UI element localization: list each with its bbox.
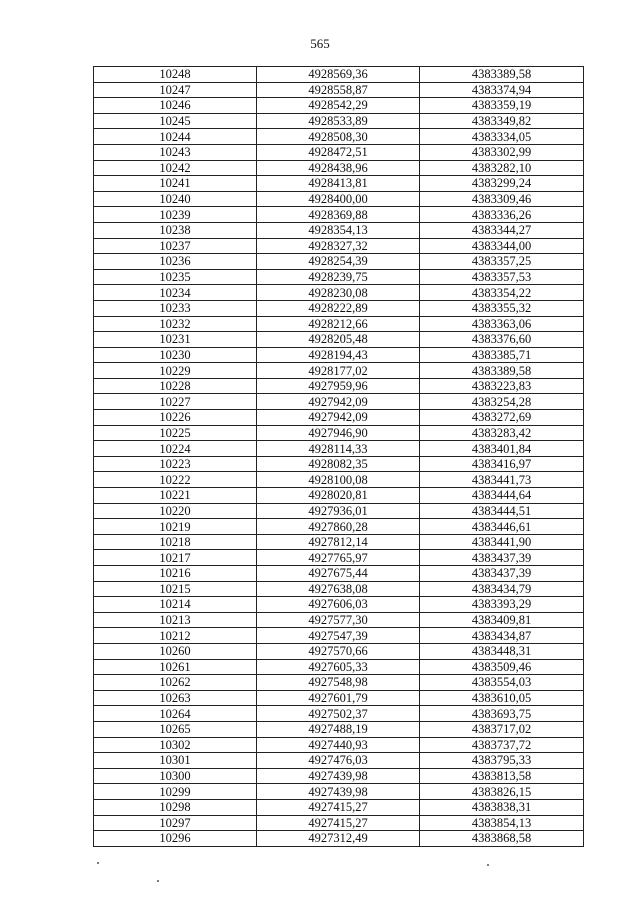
point-number-cell: 10237	[94, 238, 257, 254]
table-row	[94, 82, 584, 98]
point-number-cell: 10264	[94, 706, 257, 722]
point-number-cell: 10261	[94, 659, 257, 675]
y-coordinate-cell: 4383838,31	[420, 799, 584, 815]
point-number-cell: 10216	[94, 566, 257, 582]
x-coordinate-cell: 4928239,75	[257, 269, 420, 285]
point-number-cell: 10233	[94, 300, 257, 316]
y-coordinate-cell: 4383359,19	[420, 98, 584, 114]
point-number-cell: 10248	[94, 67, 257, 83]
y-coordinate-cell: 4383446,61	[420, 519, 584, 535]
y-coordinate-cell: 4383448,31	[420, 643, 584, 659]
table-row	[94, 67, 584, 83]
y-coordinate-cell: 4383309,46	[420, 191, 584, 207]
y-coordinate-cell: 4383357,25	[420, 254, 584, 270]
table-row	[94, 628, 584, 644]
y-coordinate-cell: 4383344,27	[420, 222, 584, 238]
y-coordinate-cell: 4383868,58	[420, 831, 584, 847]
y-coordinate-cell: 4383416,97	[420, 456, 584, 472]
y-coordinate-cell: 4383336,26	[420, 207, 584, 223]
x-coordinate-cell: 4927942,09	[257, 410, 420, 426]
x-coordinate-cell: 4928354,13	[257, 222, 420, 238]
coordinates-table	[93, 66, 584, 847]
point-number-cell: 10226	[94, 410, 257, 426]
point-number-cell: 10299	[94, 784, 257, 800]
table-row	[94, 347, 584, 363]
table-row	[94, 378, 584, 394]
table-row	[94, 534, 584, 550]
x-coordinate-cell: 4927439,98	[257, 768, 420, 784]
point-number-cell: 10297	[94, 815, 257, 831]
point-number-cell: 10215	[94, 581, 257, 597]
table-row	[94, 254, 584, 270]
table-row	[94, 612, 584, 628]
point-number-cell: 10219	[94, 519, 257, 535]
table-row	[94, 643, 584, 659]
page-number: 565	[310, 36, 330, 51]
table-row	[94, 456, 584, 472]
table-row	[94, 269, 584, 285]
y-coordinate-cell: 4383441,90	[420, 534, 584, 550]
table-row	[94, 519, 584, 535]
point-number-cell: 10217	[94, 550, 257, 566]
point-number-cell: 10241	[94, 176, 257, 192]
x-coordinate-cell: 4928020,81	[257, 488, 420, 504]
x-coordinate-cell: 4928508,30	[257, 129, 420, 145]
x-coordinate-cell: 4927942,09	[257, 394, 420, 410]
point-number-cell: 10238	[94, 222, 257, 238]
x-coordinate-cell: 4928400,00	[257, 191, 420, 207]
point-number-cell: 10222	[94, 472, 257, 488]
point-number-cell: 10230	[94, 347, 257, 363]
table-row	[94, 737, 584, 753]
point-number-cell: 10229	[94, 363, 257, 379]
point-number-cell: 10240	[94, 191, 257, 207]
x-coordinate-cell: 4927488,19	[257, 721, 420, 737]
x-coordinate-cell: 4927946,90	[257, 425, 420, 441]
y-coordinate-cell: 4383334,05	[420, 129, 584, 145]
y-coordinate-cell: 4383444,64	[420, 488, 584, 504]
point-number-cell: 10260	[94, 643, 257, 659]
y-coordinate-cell: 4383434,79	[420, 581, 584, 597]
table-row	[94, 831, 584, 847]
point-number-cell: 10300	[94, 768, 257, 784]
x-coordinate-cell: 4928542,29	[257, 98, 420, 114]
table-row	[94, 566, 584, 582]
table-row	[94, 815, 584, 831]
coordinates-table-body	[94, 67, 584, 847]
y-coordinate-cell: 4383409,81	[420, 612, 584, 628]
table-row	[94, 316, 584, 332]
table-row	[94, 425, 584, 441]
table-row	[94, 207, 584, 223]
x-coordinate-cell: 4927675,44	[257, 566, 420, 582]
point-number-cell: 10302	[94, 737, 257, 753]
x-coordinate-cell: 4927606,03	[257, 597, 420, 613]
table-row	[94, 550, 584, 566]
table-row	[94, 113, 584, 129]
table-row	[94, 753, 584, 769]
point-number-cell: 10242	[94, 160, 257, 176]
y-coordinate-cell: 4383826,15	[420, 784, 584, 800]
table-row	[94, 597, 584, 613]
y-coordinate-cell: 4383693,75	[420, 706, 584, 722]
point-number-cell: 10224	[94, 441, 257, 457]
point-number-cell: 10265	[94, 721, 257, 737]
x-coordinate-cell: 4927860,28	[257, 519, 420, 535]
y-coordinate-cell: 4383389,58	[420, 67, 584, 83]
point-number-cell: 10213	[94, 612, 257, 628]
x-coordinate-cell: 4928100,08	[257, 472, 420, 488]
table-row	[94, 659, 584, 675]
point-number-cell: 10223	[94, 456, 257, 472]
y-coordinate-cell: 4383813,58	[420, 768, 584, 784]
table-row	[94, 675, 584, 691]
x-coordinate-cell: 4927577,30	[257, 612, 420, 628]
y-coordinate-cell: 4383282,10	[420, 160, 584, 176]
scan-artifact	[487, 864, 489, 866]
table-row	[94, 768, 584, 784]
x-coordinate-cell: 4927440,93	[257, 737, 420, 753]
x-coordinate-cell: 4927601,79	[257, 690, 420, 706]
table-row	[94, 98, 584, 114]
table-row	[94, 799, 584, 815]
point-number-cell: 10212	[94, 628, 257, 644]
x-coordinate-cell: 4928114,33	[257, 441, 420, 457]
point-number-cell: 10225	[94, 425, 257, 441]
table-row	[94, 191, 584, 207]
x-coordinate-cell: 4927547,39	[257, 628, 420, 644]
x-coordinate-cell: 4928212,66	[257, 316, 420, 332]
x-coordinate-cell: 4927936,01	[257, 503, 420, 519]
y-coordinate-cell: 4383344,00	[420, 238, 584, 254]
table-row	[94, 394, 584, 410]
table-row	[94, 238, 584, 254]
point-number-cell: 10228	[94, 378, 257, 394]
point-number-cell: 10227	[94, 394, 257, 410]
y-coordinate-cell: 4383357,53	[420, 269, 584, 285]
x-coordinate-cell: 4928413,81	[257, 176, 420, 192]
y-coordinate-cell: 4383437,39	[420, 550, 584, 566]
x-coordinate-cell: 4927605,33	[257, 659, 420, 675]
y-coordinate-cell: 4383355,32	[420, 300, 584, 316]
y-coordinate-cell: 4383717,02	[420, 721, 584, 737]
y-coordinate-cell: 4383554,03	[420, 675, 584, 691]
x-coordinate-cell: 4928222,89	[257, 300, 420, 316]
point-number-cell: 10221	[94, 488, 257, 504]
x-coordinate-cell: 4928082,35	[257, 456, 420, 472]
y-coordinate-cell: 4383393,29	[420, 597, 584, 613]
y-coordinate-cell: 4383441,73	[420, 472, 584, 488]
x-coordinate-cell: 4927476,03	[257, 753, 420, 769]
point-number-cell: 10239	[94, 207, 257, 223]
table-row	[94, 690, 584, 706]
table-row	[94, 332, 584, 348]
y-coordinate-cell: 4383401,84	[420, 441, 584, 457]
y-coordinate-cell: 4383854,13	[420, 815, 584, 831]
y-coordinate-cell: 4383272,69	[420, 410, 584, 426]
y-coordinate-cell: 4383737,72	[420, 737, 584, 753]
scan-artifact	[157, 880, 159, 882]
x-coordinate-cell: 4928438,96	[257, 160, 420, 176]
x-coordinate-cell: 4928472,51	[257, 144, 420, 160]
point-number-cell: 10245	[94, 113, 257, 129]
table-row	[94, 706, 584, 722]
y-coordinate-cell: 4383795,33	[420, 753, 584, 769]
point-number-cell: 10235	[94, 269, 257, 285]
x-coordinate-cell: 4927765,97	[257, 550, 420, 566]
y-coordinate-cell: 4383283,42	[420, 425, 584, 441]
x-coordinate-cell: 4928533,89	[257, 113, 420, 129]
y-coordinate-cell: 4383349,82	[420, 113, 584, 129]
table-row	[94, 488, 584, 504]
table-row	[94, 441, 584, 457]
point-number-cell: 10236	[94, 254, 257, 270]
y-coordinate-cell: 4383374,94	[420, 82, 584, 98]
y-coordinate-cell: 4383389,58	[420, 363, 584, 379]
y-coordinate-cell: 4383302,99	[420, 144, 584, 160]
table-row	[94, 285, 584, 301]
table-row	[94, 144, 584, 160]
table-row	[94, 363, 584, 379]
table-row	[94, 222, 584, 238]
x-coordinate-cell: 4927812,14	[257, 534, 420, 550]
point-number-cell: 10220	[94, 503, 257, 519]
x-coordinate-cell: 4927415,27	[257, 815, 420, 831]
x-coordinate-cell: 4928558,87	[257, 82, 420, 98]
x-coordinate-cell: 4928230,08	[257, 285, 420, 301]
table-row	[94, 160, 584, 176]
x-coordinate-cell: 4928194,43	[257, 347, 420, 363]
x-coordinate-cell: 4927570,66	[257, 643, 420, 659]
x-coordinate-cell: 4928327,32	[257, 238, 420, 254]
table-row	[94, 300, 584, 316]
y-coordinate-cell: 4383444,51	[420, 503, 584, 519]
x-coordinate-cell: 4928369,88	[257, 207, 420, 223]
x-coordinate-cell: 4927439,98	[257, 784, 420, 800]
point-number-cell: 10296	[94, 831, 257, 847]
y-coordinate-cell: 4383223,83	[420, 378, 584, 394]
y-coordinate-cell: 4383610,05	[420, 690, 584, 706]
y-coordinate-cell: 4383376,60	[420, 332, 584, 348]
table-row	[94, 503, 584, 519]
y-coordinate-cell: 4383354,22	[420, 285, 584, 301]
table-row	[94, 721, 584, 737]
table-row	[94, 472, 584, 488]
x-coordinate-cell: 4928205,48	[257, 332, 420, 348]
point-number-cell: 10234	[94, 285, 257, 301]
x-coordinate-cell: 4927502,37	[257, 706, 420, 722]
y-coordinate-cell: 4383434,87	[420, 628, 584, 644]
point-number-cell: 10301	[94, 753, 257, 769]
x-coordinate-cell: 4928569,36	[257, 67, 420, 83]
table-row	[94, 129, 584, 145]
point-number-cell: 10263	[94, 690, 257, 706]
y-coordinate-cell: 4383363,06	[420, 316, 584, 332]
x-coordinate-cell: 4927638,08	[257, 581, 420, 597]
y-coordinate-cell: 4383385,71	[420, 347, 584, 363]
x-coordinate-cell: 4927415,27	[257, 799, 420, 815]
point-number-cell: 10247	[94, 82, 257, 98]
point-number-cell: 10231	[94, 332, 257, 348]
point-number-cell: 10243	[94, 144, 257, 160]
point-number-cell: 10218	[94, 534, 257, 550]
table-row	[94, 410, 584, 426]
y-coordinate-cell: 4383437,39	[420, 566, 584, 582]
scan-artifact	[97, 862, 99, 864]
y-coordinate-cell: 4383509,46	[420, 659, 584, 675]
x-coordinate-cell: 4927548,98	[257, 675, 420, 691]
point-number-cell: 10298	[94, 799, 257, 815]
y-coordinate-cell: 4383254,28	[420, 394, 584, 410]
point-number-cell: 10214	[94, 597, 257, 613]
table-row	[94, 784, 584, 800]
y-coordinate-cell: 4383299,24	[420, 176, 584, 192]
point-number-cell: 10244	[94, 129, 257, 145]
point-number-cell: 10246	[94, 98, 257, 114]
point-number-cell: 10262	[94, 675, 257, 691]
x-coordinate-cell: 4928254,39	[257, 254, 420, 270]
x-coordinate-cell: 4927959,96	[257, 378, 420, 394]
point-number-cell: 10232	[94, 316, 257, 332]
table-row	[94, 176, 584, 192]
table-row	[94, 581, 584, 597]
x-coordinate-cell: 4927312,49	[257, 831, 420, 847]
x-coordinate-cell: 4928177,02	[257, 363, 420, 379]
